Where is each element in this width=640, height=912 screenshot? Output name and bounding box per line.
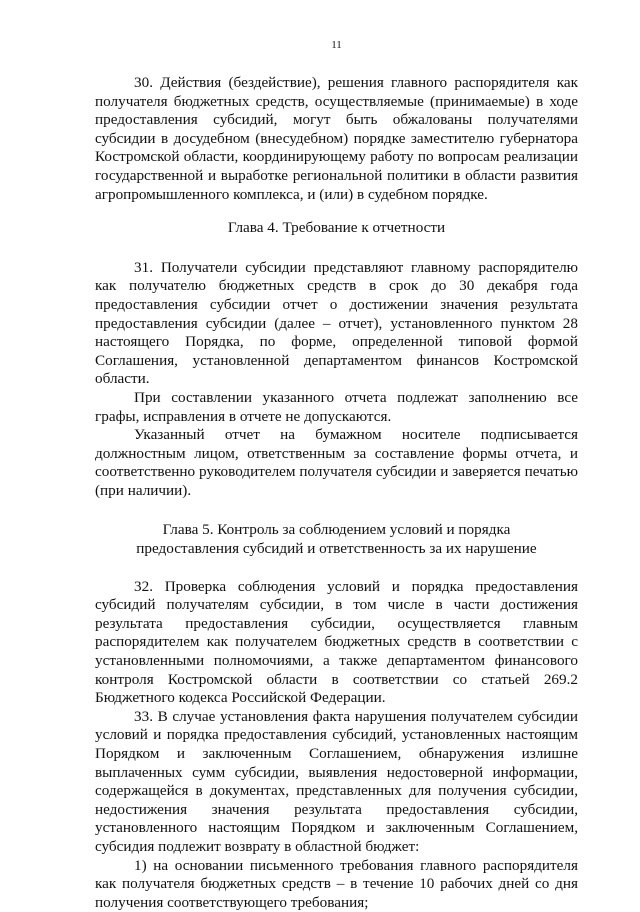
chapter-5-heading-line-2: предоставления субсидий и ответственность за их нарушение [136,540,537,558]
paragraph-31-signature-rules: Указанный отчет на бумажном носителе подписывается должностным лицом, ответственным за составление формы отчета, и соответственно руководителем получателя субсидии и заверяется печатью (при наличии). [95,426,578,499]
paragraph-33: 33. В случае установления факта нарушения получателем субсидии условий и порядка предоставления субсидий, установленных настоящим Порядком и заключенным Соглашением, обнаружения излишне выплаченных сумм субсидии, выявления недостоверной информации, содержащейся в документах, представленных для получения субсидии, недостижения значения результата предоставления субсидии, установленного настоящим Порядком и заключенным Соглашением, субсидия подлежит возврату в областной бюджет: [95,707,578,855]
paragraph-31: 31. Получатели субсидии представляют главному распорядителю как получателю бюджетных средств в срок до 30 декабря года предоставления субсидии отчет о достижении значения результата предоставления субсидии (далее – отчет), установленного пунктом 28 настоящего Порядка, по форме, определенной типовой формой Соглашения, установленной департаментом финансов Костромской области. [95,258,578,388]
chapter-5-heading-line-1: Глава 5. Контроль за соблюдением условий и порядка [162,521,511,539]
document-page [95,38,578,912]
paragraph-31-fill-rules: При составлении указанного отчета подлежат заполнению все графы, исправления в отчете не допускаются. [95,388,578,425]
chapter-5-heading [95,521,578,558]
paragraph-30: 30. Действия (бездействие), решения главного распорядителя как получателя бюджетных средств, осуществляемые (принимаемые) в ходе предоставления субсидий, могут быть обжалованы получателями субсидии в досудебном (внесудебном) порядке заместителю губернатора Костромской области, координирующему работу по вопросам реализации государственной и выработке региональной политики в области развития агропромышленного комплекса, и (или) в судебном порядке. [95,74,578,203]
chapter-4-heading: Глава 4. Требование к отчетности [227,219,446,237]
paragraph-32: 32. Проверка соблюдения условий и порядка предоставления субсидий получателям субсидии, в том числе в части достижения результата предоставления субсидии, осуществляется главным распорядителем как получателем бюджетных средств в соответствии с установленными полномочиями, а также департаментом финансового контроля Костромской области в соответствии со статьей 269.2 Бюджетного кодекса Российской Федерации. [95,577,578,707]
page-number: 11 [331,39,342,51]
paragraph-33-item-1: 1) на основании письменного требования главного распорядителя как получателя бюджетных средств – в течение 10 рабочих дней со дня получения соответствующего требования; [95,856,578,911]
